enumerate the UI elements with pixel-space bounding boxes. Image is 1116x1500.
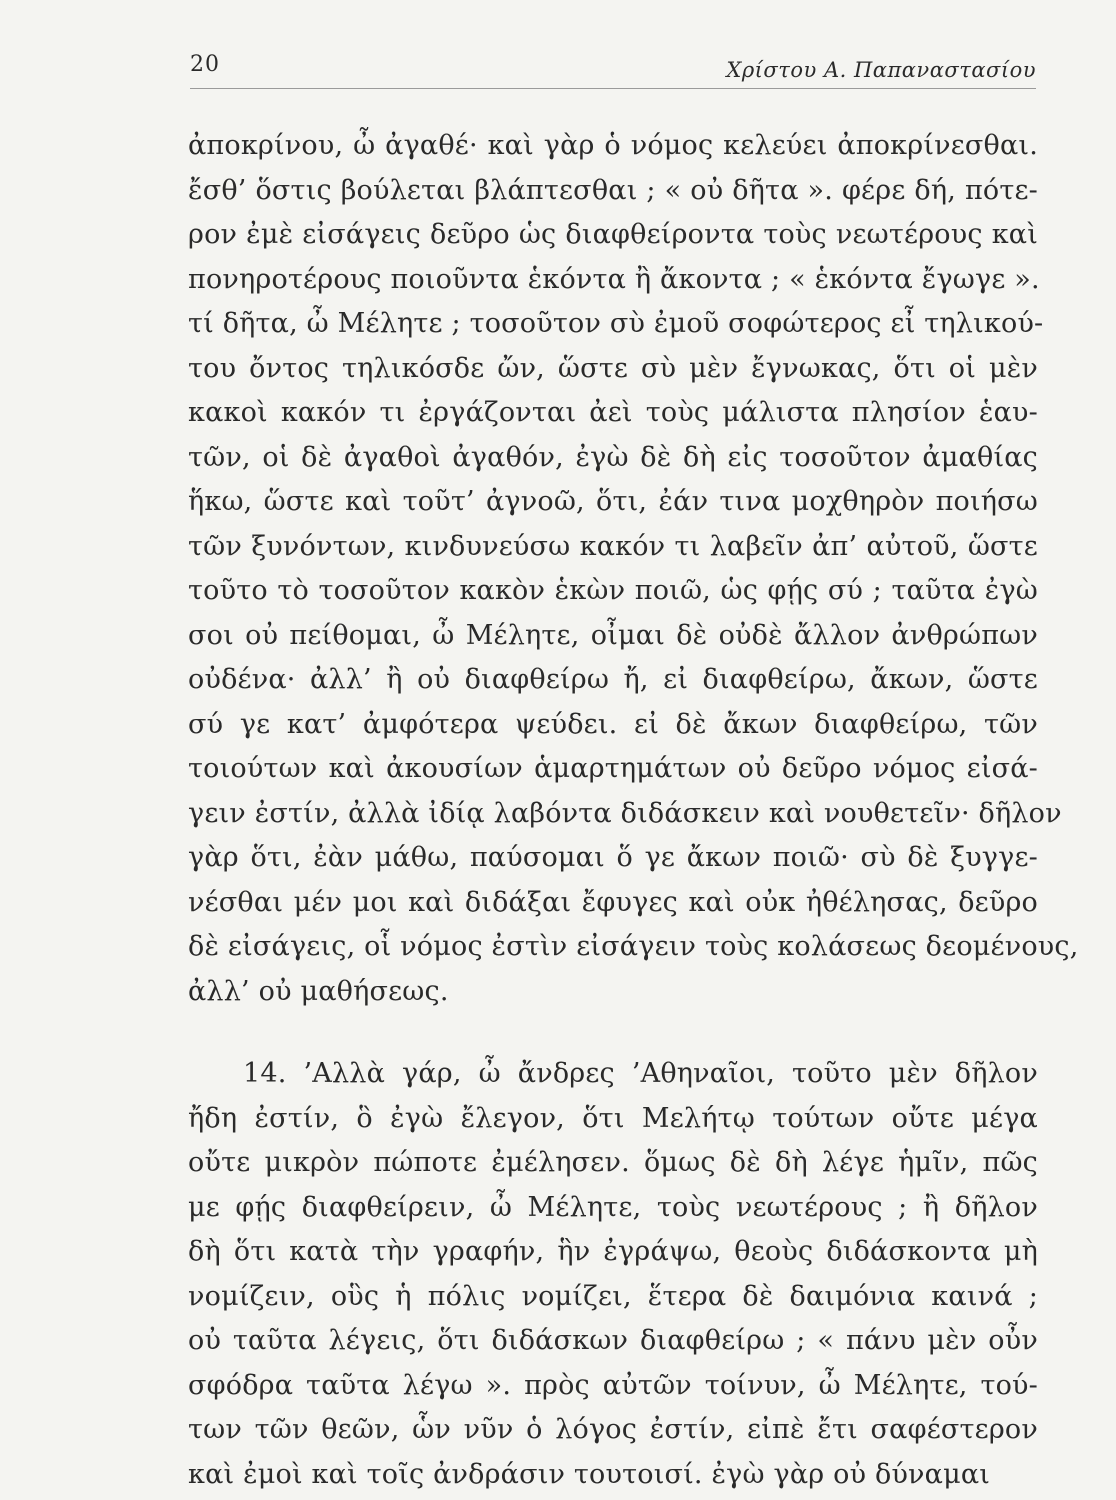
text-line: σφόδρα ταῦτα λέγω ». πρὸς αὐτῶν τοίνυν, ὦ Μέλητε, τού- (188, 1369, 1038, 1401)
text-line: οὔτε μικρὸν πώποτε ἐμέλησεν. ὅμως δὲ δὴ λέγε ἡμῖν, πῶς (188, 1147, 1038, 1178)
text-line: τοῦτο τὸ τοσοῦτον κακὸν ἑκὼν ποιῶ, ὡς φῄς σύ ; ταῦτα ἐγὼ (188, 575, 1038, 606)
text-line: δὴ ὅτι κατὰ τὴν γραφήν, ἣν ἐγράψω, θεοὺς διδάσκοντα μὴ (188, 1236, 1038, 1267)
paragraph-gap (188, 1014, 1038, 1052)
text-line: οὐ ταῦτα λέγεις, ὅτι διδάσκων διαφθείρω ; « πάνυ μὲν οὖν (188, 1325, 1038, 1356)
text-line: του ὄντος τηλικόσδε ὤν, ὥστε σὺ μὲν ἔγνωκας, ὅτι οἱ μὲν (188, 352, 1038, 384)
page-number: 20 (190, 52, 220, 77)
text-line: οὐδένα· ἀλλ’ ἢ οὐ διαφθείρω ἤ, εἰ διαφθείρω, ἄκων, ὥστε (188, 664, 1038, 695)
text-line: ἤδη ἐστίν, ὃ ἐγὼ ἔλεγον, ὅτι Μελήτῳ τούτων οὔτε μέγα (188, 1102, 1038, 1134)
text-line: σοι οὐ πείθομαι, ὦ Μέλητε, οἶμαι δὲ οὐδὲ ἄλλον ἀνθρώπων (188, 619, 1038, 651)
text-line: με φῄς διαφθείρειν, ὦ Μέλητε, τοὺς νεωτέρους ; ἢ δῆλον (188, 1191, 1038, 1223)
text-line: ἀποκρίνου, ὦ ἀγαθέ· καὶ γὰρ ὁ νόμος κελεύει ἀποκρίνεσθαι. (188, 130, 1038, 161)
text-line: των τῶν θεῶν, ὧν νῦν ὁ λόγος ἐστίν, εἰπὲ ἔτι σαφέστερον (188, 1414, 1038, 1445)
text-line: δὲ εἰσάγεις, οἷ νόμος ἐστὶν εἰσάγειν τοὺς κολάσεως δεομένους, (188, 931, 1079, 962)
text-line: τί δῆτα, ὦ Μέλητε ; τοσοῦτον σὺ ἐμοῦ σοφώτερος εἶ τηλικού- (188, 308, 1044, 339)
running-head: Χρίστου Α. Παπαναστασίου (726, 58, 1036, 82)
text-line: ἀλλ’ οὐ μαθήσεως. (188, 975, 449, 1007)
body-text (188, 124, 1079, 1497)
text-line: 14. ’Αλλὰ γάρ, ὦ ἄνδρες ’Αθηναῖοι, τοῦτο μὲν δῆλον (243, 1058, 1038, 1089)
text-line: τῶν ξυνόντων, κινδυνεύσω κακόν τι λαβεῖν ἀπ’ αὐτοῦ, ὥστε (188, 530, 1038, 562)
text-line: καὶ ἐμοὶ καὶ τοῖς ἀνδράσιν τουτοισί. ἐγὼ γὰρ οὐ δύναμαι (188, 1458, 991, 1490)
paragraph (188, 124, 1079, 1014)
text-line: νομίζειν, οὓς ἡ πόλις νομίζει, ἕτερα δὲ δαιμόνια καινά ; (188, 1280, 1038, 1312)
text-line: ἔσθ’ ὅστις βούλεται βλάπτεσθαι ; « οὐ δῆτα ». φέρε δή, πότε- (188, 174, 1038, 206)
text-line: γειν ἐστίν, ἀλλὰ ἰδίᾳ λαβόντα διδάσκειν καὶ νουθετεῖν· δῆλον (188, 797, 1062, 829)
text-line: τοιούτων καὶ ἀκουσίων ἁμαρτημάτων οὐ δεῦρο νόμος εἰσά- (188, 753, 1038, 784)
text-line: κακοὶ κακόν τι ἐργάζονται ἀεὶ τοὺς μάλιστα πλησίον ἑαυ- (188, 397, 1038, 428)
page-header (190, 52, 1036, 89)
text-line: ἥκω, ὥστε καὶ τοῦτ’ ἀγνοῶ, ὅτι, ἐάν τινα μοχθηρὸν ποιήσω (188, 486, 1038, 517)
text-line: πονηροτέρους ποιοῦντα ἑκόντα ἢ ἄκοντα ; « ἑκόντα ἔγωγε ». (188, 263, 1040, 295)
text-line: γὰρ ὅτι, ἐὰν μάθω, παύσομαι ὅ γε ἄκων ποιῶ· σὺ δὲ ξυγγε- (188, 842, 1038, 873)
text-line: σύ γε κατ’ ἀμφότερα ψεύδει. εἰ δὲ ἄκων διαφθείρω, τῶν (188, 708, 1038, 740)
text-line: ρον ἐμὲ εἰσάγεις δεῦρο ὡς διαφθείροντα τοὺς νεωτέρους καὶ (188, 219, 1038, 250)
text-line: τῶν, οἱ δὲ ἀγαθοὶ ἀγαθόν, ἐγὼ δὲ δὴ εἰς τοσοῦτον ἀμαθίας (188, 441, 1038, 473)
paragraph (188, 1052, 1038, 1497)
text-line: νέσθαι μέν μοι καὶ διδάξαι ἔφυγες καὶ οὐκ ἠθέλησας, δεῦρο (188, 886, 1038, 918)
